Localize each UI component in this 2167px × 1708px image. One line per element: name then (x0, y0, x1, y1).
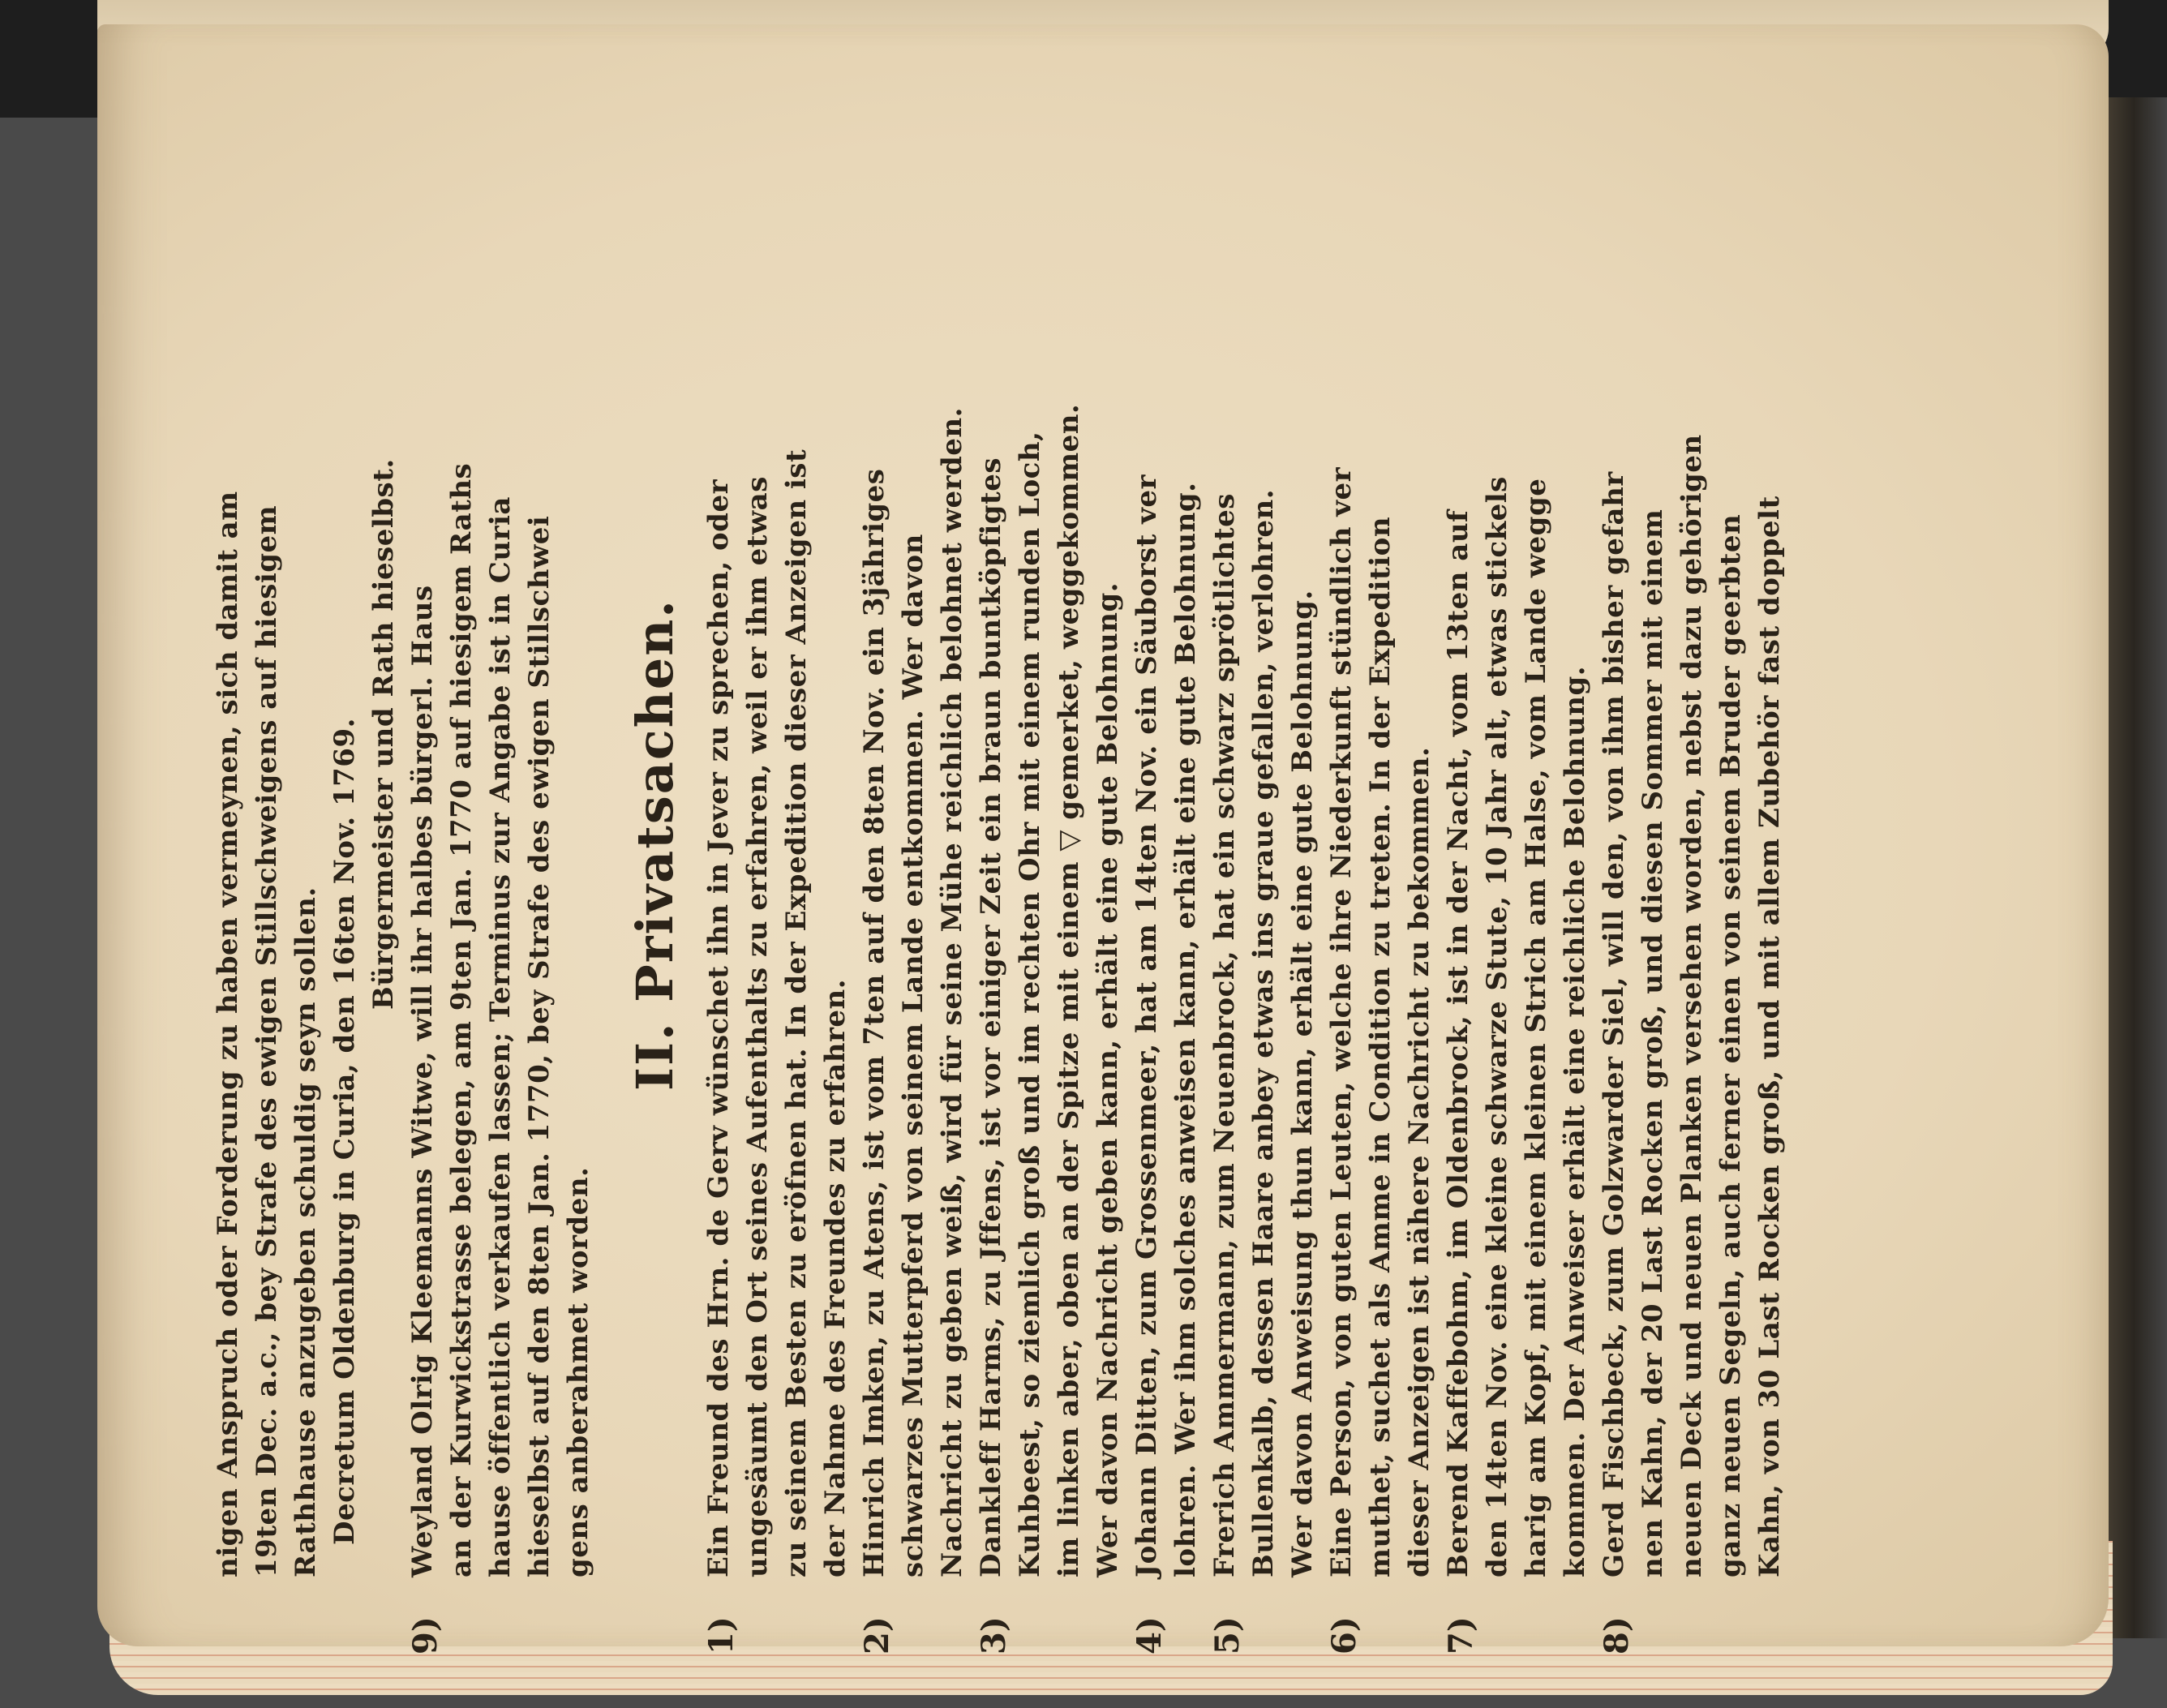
item-number: 9) (406, 1616, 444, 1654)
text-line: der Nahme des Freundes zu erfahren. (819, 978, 852, 1577)
text-line: Decretum Oldenburg in Curia, den 16ten Nov. 1769. (328, 718, 361, 1545)
item-number: 4) (1131, 1616, 1169, 1654)
text-line: hause öffentlich verkaufen lassen; Terminus zur Angabe ist in Curia (484, 496, 517, 1577)
text-line: Bullenkalb, dessen Haare anbey etwas ins graue gefallen, verlohren. (1247, 488, 1280, 1577)
text-line: nigen Anspruch oder Forderung zu haben vermeynen, sich damit am (212, 491, 244, 1577)
text-line: an der Kurwickstrasse belegen, am 9ten Jan. 1770 auf hiesigem Raths (445, 462, 478, 1577)
text-line: Wer davon Anweisung thun kann, erhält eine gute Belohnung. (1286, 590, 1319, 1577)
section-heading: II. Privatsachen. (625, 599, 684, 1091)
page-text (212, 126, 1792, 1654)
text-line: Dankleff Harms, zu Jffens, ist vor einiger Zeit ein braun buntköpfigtes (975, 457, 1007, 1577)
text-line: Kahn, von 30 Last Rocken groß, und mit allem Zubehör fast doppelt (1753, 496, 1786, 1577)
text-line: Gerd Fischbeck, zum Golzwarder Siel, will den, von ihm bisher gefahr (1598, 471, 1630, 1577)
text-line: neuen Deck und neuen Planken versehen worden, nebst dazu gehörigen (1676, 434, 1708, 1577)
text-line: Johann Ditten, zum Grossenmeer, hat am 14ten Nov. ein Säuborst ver (1131, 474, 1163, 1577)
text-line: 19ten Dec. a.c., bey Strafe des ewigen Stillschweigens auf hiesigem (251, 504, 283, 1577)
text-line: harig am Kopf, mit einem kleinen Strich am Halse, vom Lande wegge (1520, 478, 1552, 1577)
text-line: Rathhause anzugeben schuldig seyn sollen. (290, 886, 322, 1577)
text-line: Bürgermeister und Rath hieselbst. (367, 458, 400, 1010)
text-line: zu seinem Besten zu eröfnen hat. In der Expedition dieser Anzeigen ist (780, 448, 813, 1577)
item-number: 6) (1325, 1616, 1363, 1654)
text-line: Berend Kaffebohm, im Oldenbrock, ist in der Nacht, vom 13ten auf (1442, 509, 1474, 1577)
item-number: 3) (975, 1616, 1013, 1654)
text-line: Nachricht zu geben weiß, wird für seine Mühe reichlich belohnet werden. (936, 407, 968, 1577)
text-line: Eine Person, von guten Leuten, welche ihre Niederkunft stündlich ver (1325, 466, 1358, 1577)
text-line: lohren. Wer ihm solches anweisen kann, erhält eine gute Belohnung. (1169, 482, 1202, 1577)
text-line: Wer davon Nachricht geben kann, erhält eine gute Belohnung. (1092, 581, 1124, 1577)
item-number: 5) (1208, 1616, 1247, 1654)
text-line: kommen. Der Anweiser erhält eine reichliche Belohnung. (1559, 665, 1591, 1577)
text-line: ganz neuen Segeln, auch ferner einen von seinem Bruder geerbten (1714, 513, 1747, 1577)
text-line: Weyland Olrig Kleemanns Witwe, will ihr halbes bürgerl. Haus (406, 585, 439, 1577)
text-line: Kuhbeest, so ziemlich groß und im rechten Ohr mit einem runden Loch, (1014, 431, 1046, 1577)
text-line: im linken aber, oben an der Spitze mit einem ▽ gemerket, weggekommen. (1053, 403, 1085, 1577)
text-line: dieser Anzeigen ist nähere Nachricht zu bekommen. (1403, 746, 1435, 1577)
text-line: muthet, suchet als Amme in Condition zu treten. In der Expedition (1364, 516, 1397, 1577)
item-number: 1) (702, 1616, 740, 1654)
item-number: 2) (858, 1616, 896, 1654)
text-line: Frerich Ammermann, zum Neuenbrock, hat ein schwarz sprötlichtes (1208, 493, 1241, 1577)
text-line: schwarzes Mutterpferd von seinem Lande entkommen. Wer davon (897, 534, 929, 1577)
rotated-text-block (170, 126, 1792, 1654)
text-line: Hinrich Imken, zu Atens, ist vom 7ten auf den 8ten Nov. ein 3jähriges (858, 468, 890, 1577)
text-line: hieselbst auf den 8ten Jan. 1770, bey Strafe des ewigen Stillschwei (523, 515, 556, 1577)
item-number: 8) (1598, 1616, 1636, 1654)
text-line: Ein Freund des Hrn. de Gerv wünschet ihn in Jever zu sprechen, oder (702, 479, 735, 1577)
text-line: gens anberahmet worden. (562, 1166, 594, 1577)
text-line: nen Kahn, der 20 Last Rocken groß, und diesen Sommer mit einem (1637, 509, 1669, 1577)
text-line: den 14ten Nov. eine kleine schwarze Stute, 10 Jahr alt, etwas stickels (1481, 476, 1513, 1577)
item-number: 7) (1442, 1616, 1480, 1654)
text-line: ungesäumt den Ort seines Aufenthalts zu erfahren, weil er ihm etwas (741, 476, 774, 1577)
